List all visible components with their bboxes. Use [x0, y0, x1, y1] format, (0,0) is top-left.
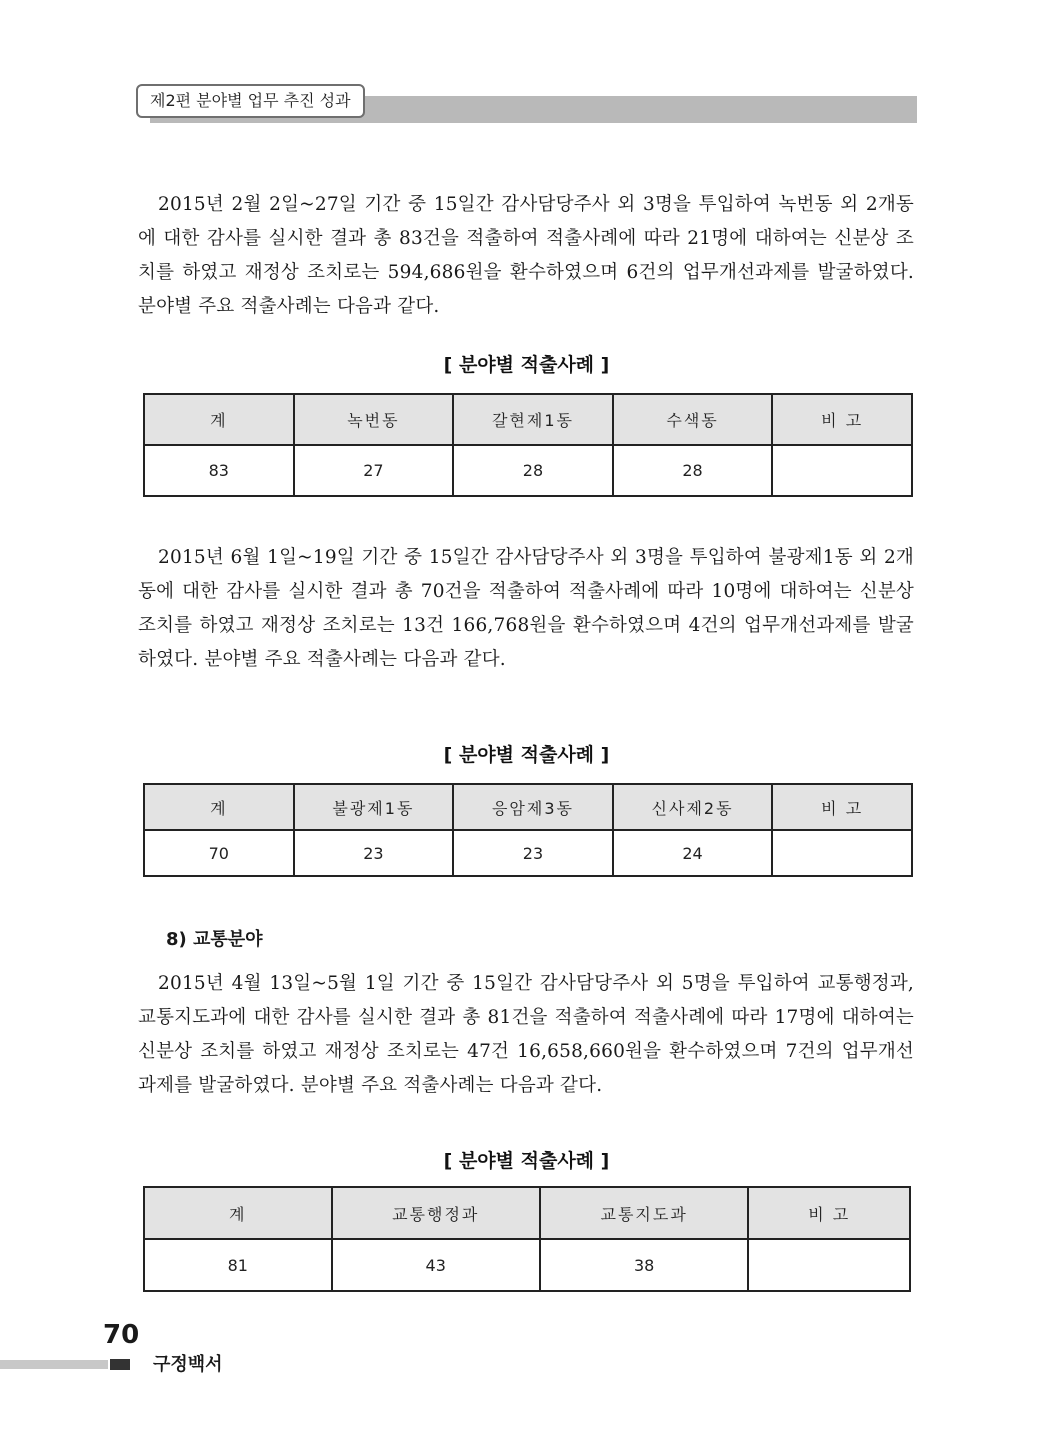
header-cell: 수색동 — [613, 394, 773, 445]
header-cell: 불광제1동 — [294, 784, 454, 830]
value-cell: 28 — [613, 445, 773, 496]
header-cell: 교통지도과 — [540, 1187, 748, 1239]
value-cell: 81 — [144, 1239, 332, 1291]
header-cell: 갈현제1동 — [453, 394, 613, 445]
audit-table-2 — [143, 783, 913, 877]
table-caption-3: [ 분야별 적출사례 ] — [443, 1150, 610, 1172]
audit-table-3 — [143, 1186, 911, 1292]
value-cell: 43 — [332, 1239, 540, 1291]
chapter-title: 제2편 분야별 업무 추진 성과 — [136, 84, 365, 118]
table-header-row — [144, 394, 912, 445]
value-cell: 38 — [540, 1239, 748, 1291]
value-cell — [772, 445, 912, 496]
table-caption-1: [ 분야별 적출사례 ] — [443, 354, 610, 376]
header-cell: 비 고 — [772, 784, 912, 830]
value-cell: 23 — [294, 830, 454, 876]
value-cell: 83 — [144, 445, 294, 496]
value-cell — [772, 830, 912, 876]
header-cell: 녹번동 — [294, 394, 454, 445]
table-header-row — [144, 784, 912, 830]
footer-marker — [110, 1359, 130, 1370]
book-title: 구정백서 — [153, 1354, 223, 1375]
table-row — [144, 445, 912, 496]
table-row — [144, 1239, 910, 1291]
footer-rule — [0, 1360, 108, 1369]
value-cell: 70 — [144, 830, 294, 876]
header-cell: 계 — [144, 784, 294, 830]
section-heading: 8) 교통분야 — [166, 929, 263, 950]
header-cell: 응암제3동 — [453, 784, 613, 830]
table-caption-2: [ 분야별 적출사례 ] — [443, 744, 610, 766]
table-header-row — [144, 1187, 910, 1239]
value-cell: 27 — [294, 445, 454, 496]
paragraph-3: 2015년 4월 13일~5월 1일 기간 중 15일간 감사담당주사 외 5명을 투입하여 교통행정과, 교통지도과에 대한 감사를 실시한 결과 총 81건을 적출하여 적출사례에 따라 17명에 대하여는 신분상 조치를 하였고 재정상 조치로는 47건 16,658,660원을 환수하였으며 7건의 업무개선과제를 발굴하였다. 분야별 주요 적출사례는 다음과 같다. — [138, 973, 914, 1096]
table-row — [144, 830, 912, 876]
header-cell: 신사제2동 — [613, 784, 773, 830]
header-cell: 계 — [144, 1187, 332, 1239]
header-cell: 계 — [144, 394, 294, 445]
paragraph-1: 2015년 2월 2일~27일 기간 중 15일간 감사담당주사 외 3명을 투입하여 녹번동 외 2개동에 대한 감사를 실시한 결과 총 83건을 적출하여 적출사례에 따라 21명에 대하여는 신분상 조치를 하였고 재정상 조치로는 594,686원을 환수하였으며 6건의 업무개선과제를 발굴하였다. 분야별 주요 적출사례는 다음과 같다. — [138, 194, 914, 317]
value-cell: 24 — [613, 830, 773, 876]
value-cell: 23 — [453, 830, 613, 876]
header-cell: 교통행정과 — [332, 1187, 540, 1239]
value-cell: 28 — [453, 445, 613, 496]
header-cell: 비 고 — [772, 394, 912, 445]
header-cell: 비 고 — [748, 1187, 910, 1239]
paragraph-2: 2015년 6월 1일~19일 기간 중 15일간 감사담당주사 외 3명을 투입하여 불광제1동 외 2개동에 대한 감사를 실시한 결과 총 70건을 적출하여 적출사례에 따라 10명에 대하여는 신분상 조치를 하였고 재정상 조치로는 13건 166,768원을 환수하였으며 4건의 업무개선과제를 발굴하였다. 분야별 주요 적출사례는 다음과 같다. — [138, 547, 914, 670]
audit-table-1 — [143, 393, 913, 497]
page-number: 70 — [103, 1320, 140, 1350]
value-cell — [748, 1239, 910, 1291]
